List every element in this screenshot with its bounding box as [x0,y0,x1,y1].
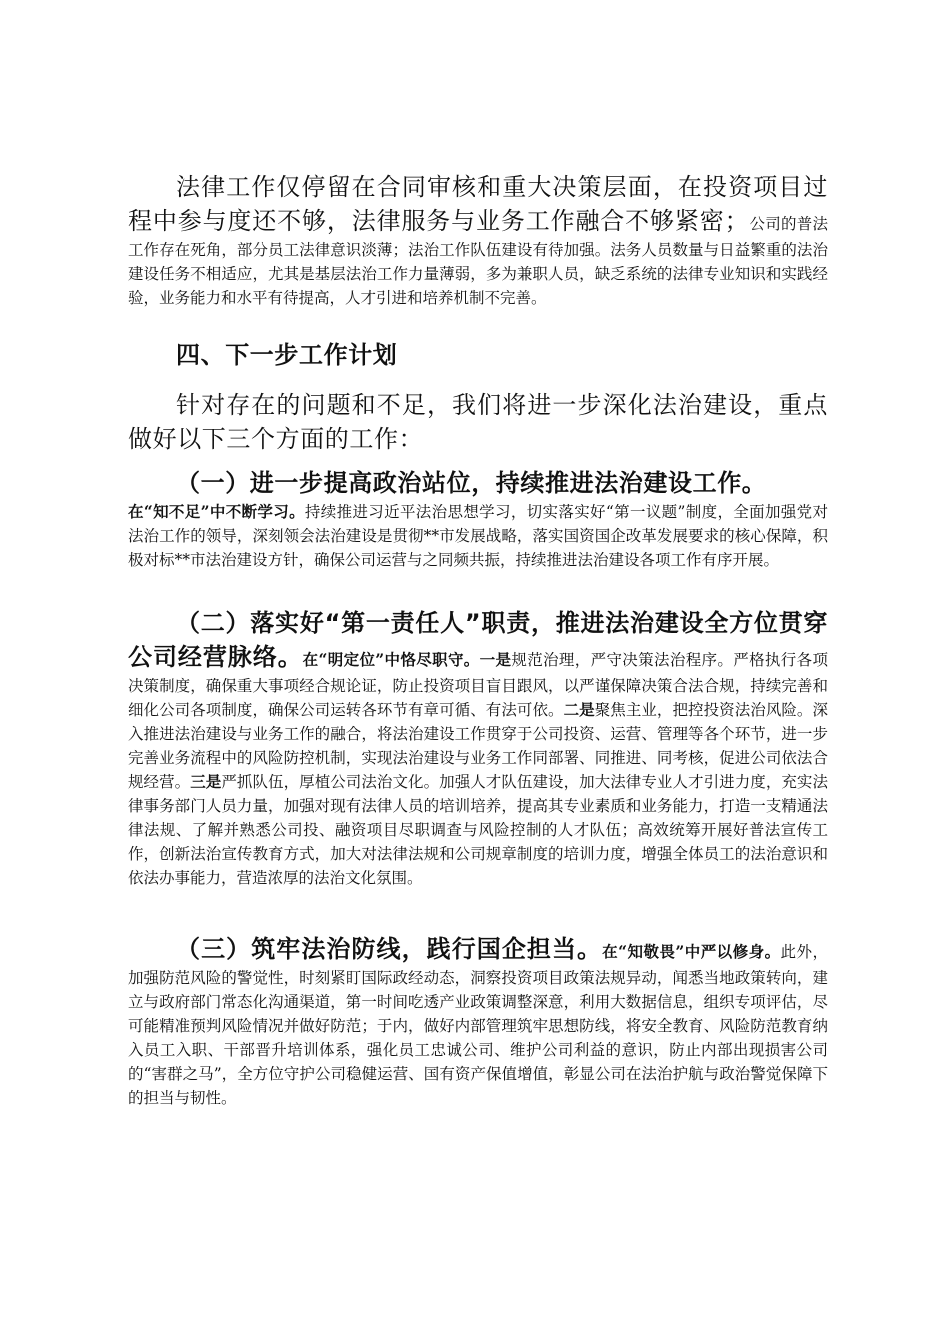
point-marker-2: 二是 [563,700,595,719]
item-title: （一）进一步提高政治站位，持续推进法治建设工作。 [176,469,767,497]
item-title: （二）落实好“第一责任人”职责，推进法治建设全方位贯穿公司经营脉络。 [128,609,828,671]
section-heading: 四、下一步工作计划 [176,341,398,369]
item-lead: 在“明定位”中恪尽职守。 [302,650,480,669]
point-text-1: 规范治理，严守决策法治程序。严格执行各项决策制度，确保重大事项经合规论证，防止投资项目盲目跟风，以严谨保障决策合法合规，持续完善和细化公司各项制度，确保公司运转各环节有章可循、有法可依。 [128,651,828,719]
item-body: 此外，加强防范风险的警觉性，时刻紧盯国际政经动态，洞察投资项目政策法规异动，闻悉当地政策转向，建立与政府部门常态化沟通渠道，第一时间吃透产业政策调整深意，利用大数据信息，组织专项评估，尽可能精准预判风险情况并做好防范；于内，做好内部管理筑牢思想防线，将安全教育、风险防范教育纳入员工入职、干部晋升培训体系，强化员工忠诚公司、维护公司利益的意识，防止内部出现损害公司的“害群之马”，全方位守护公司稳健运营、国有资产保值增值，彰显公司在法治护航与政治警觉保障下的担当与韧性。 [128,943,828,1107]
point-marker-1: 一是 [479,650,512,669]
plan-item-2 [128,606,828,890]
plan-item-3 [128,932,828,1110]
intro-text: 针对存在的问题和不足，我们将进一步深化法治建设，重点做好以下三个方面的工作： [128,391,828,453]
item-lead: 在“知不足”中不断学习。 [128,502,305,521]
item-title: （三）筑牢法治防线，践行国企担当。 [176,935,603,963]
item-body: 持续推进习近平法治思想学习，切实落实好“第一议题”制度，全面加强党对法治工作的领导，深刻领会法治建设是贯彻**市发展战略，落实国资国企改革发展要求的核心保障，积极对标**市法治建设方针，确保公司运营与之同频共振，持续推进法治建设各项工作有序开展。 [128,503,828,569]
point-text-2: 聚焦主业，把控投资法治风险。深入推进法治建设与业务工作的融合，将法治建设工作贯穿于公司投资、运营、管理等各个环节，进一步完善业务流程中的风险防控机制，实现法治建设与业务工作同部署、同推进、同考核，促进公司依法合规经营。 [128,701,828,791]
point-text-3: 严抓队伍，厚植公司法治文化。加强人才队伍建设，加大法律专业人才引进力度，充实法律事务部门人员力量，加强对现有法律人员的培训培养，提高其专业素质和业务能力，打造一支精通法律法规、了解并熟悉公司投、融资项目尽职调查与风险控制的人才队伍；高效统筹开展好普法宣传工作，创新法治宣传教育方式，加大对法律法规和公司规章制度的培训力度，增强全体员工的法治意识和依法办事能力，营造浓厚的法治文化氛围。 [128,773,828,887]
plan-item-1 [128,466,828,572]
paragraph-small-text: 公司的普法工作存在死角，部分员工法律意识淡薄；法治工作队伍建设有待加强。法务人员数量与日益繁重的法治建设任务不相适应，尤其是基层法治工作力量薄弱，多为兼职人员，缺乏系统的法律专业知识和实践经验，业务能力和水平有待提高，人才引进和培养机制不完善。 [128,215,828,307]
section-intro [128,388,828,456]
item-lead: 在“知敬畏”中严以修身。 [602,942,781,961]
point-marker-3: 三是 [190,772,222,791]
paragraph-large-text: 法律工作仅停留在合同审核和重大决策层面，在投资项目过程中参与度还不够，法律服务与业务工作融合不够紧密； [128,173,828,235]
paragraph-problems [128,170,828,310]
